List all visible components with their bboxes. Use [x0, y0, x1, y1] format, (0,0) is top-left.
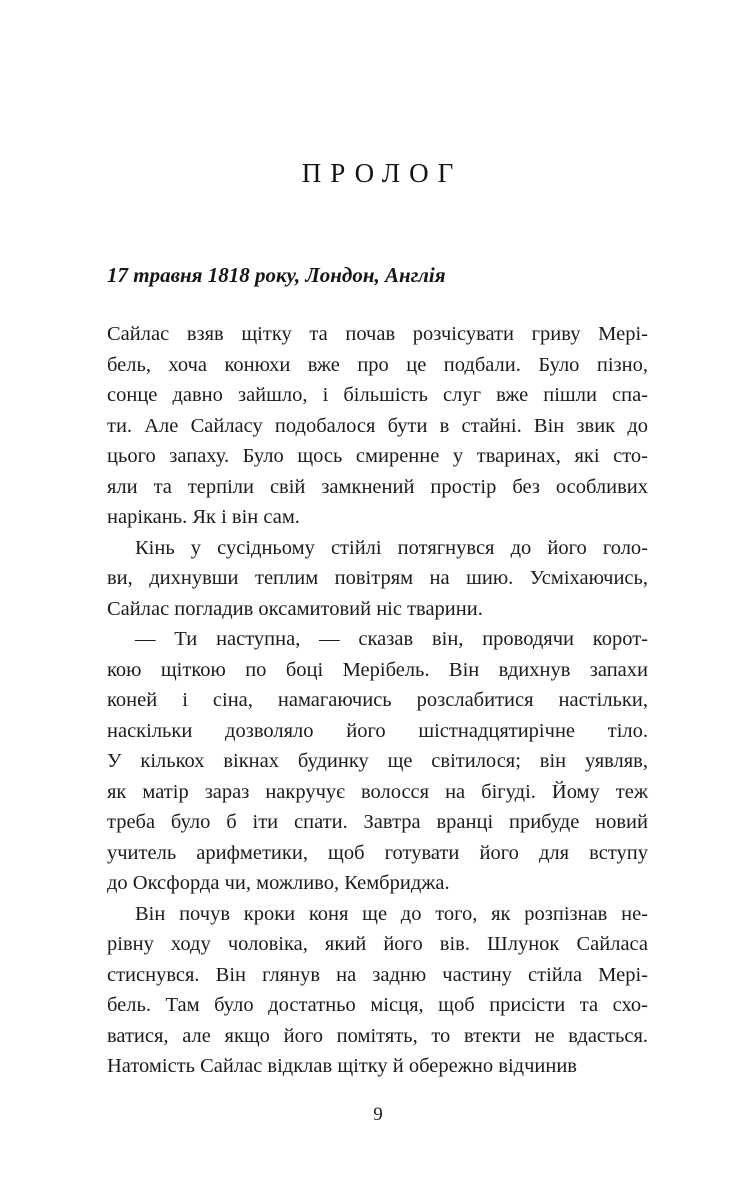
- text-line: кою щіткою по боці Мерібель. Він вдихнув запахи: [107, 658, 648, 681]
- paragraph: [107, 319, 648, 533]
- text-line: Кінь у сусідньому стійлі потягнувся до його голо-: [135, 536, 648, 559]
- text-line: наскільки дозволяло його шістнадцятирічне тіло.: [107, 719, 648, 742]
- text-line: цього запаху. Було щось смиренне у тваринах, які сто-: [107, 445, 648, 467]
- text-line: треба було б іти спати. Завтра вранці прибуде новий: [107, 811, 648, 833]
- text-line: нарікань. Як і він сам.: [107, 506, 300, 528]
- text-line: бель. Там було достатньо місця, щоб присісти та схо-: [107, 994, 648, 1016]
- text-line: — Ти наступна, — сказав він, проводячи корот-: [135, 628, 648, 650]
- text-line: сонце давно зайшло, і більшість слуг вже пішли спа-: [107, 384, 648, 406]
- text-line: Сайлас погладив оксамитовий ніс тварини.: [107, 597, 483, 620]
- dateline: 17 травня 1818 року, Лондон, Англія: [107, 263, 446, 287]
- paragraph: [107, 899, 648, 1082]
- text-line: учитель арифметики, щоб готувати його для вступу: [107, 841, 648, 864]
- text-line: Сайлас взяв щітку та почав розчісувати гриву Мері-: [107, 323, 648, 345]
- chapter-title: ПРОЛОГ: [301, 158, 463, 188]
- page-number: 9: [373, 1104, 383, 1125]
- text-line: Натомість Сайлас відклав щітку й обережно відчинив: [107, 1055, 577, 1077]
- text-line: ви, дихнувши теплим повітрям на шию. Усміхаючись,: [107, 567, 648, 589]
- text-line: Він почув кроки коня ще до того, як розпізнав не-: [135, 902, 648, 925]
- text-line: до Оксфорда чи, можливо, Кембриджа.: [107, 872, 450, 894]
- paragraph: [107, 533, 648, 625]
- text-line: У кількох вікнах будинку ще світилося; він уявляв,: [107, 750, 648, 772]
- text-line: коней і сіна, намагаючись розслабитися настільки,: [107, 689, 648, 711]
- text-line: яли та терпіли свій замкнений простір без особливих: [107, 475, 648, 498]
- text-line: як матір зараз накручує волосся на бігуді. Йому теж: [107, 780, 648, 803]
- text-line: ти. Але Сайласу подобалося бути в стайні. Він звик до: [107, 414, 648, 437]
- text-line: бель, хоча конюхи вже про це подбали. Було пізно,: [107, 353, 648, 376]
- text-line: рівну ходу чоловіка, який його вів. Шлунок Сайласа: [107, 933, 648, 955]
- text-line: стиснувся. Він глянув на задню частину стійла Мері-: [107, 963, 648, 986]
- text-line: ватися, але якщо його помітять, то втекти не вдасться.: [107, 1024, 648, 1047]
- paragraph: [107, 624, 648, 899]
- body-text: [107, 319, 648, 1082]
